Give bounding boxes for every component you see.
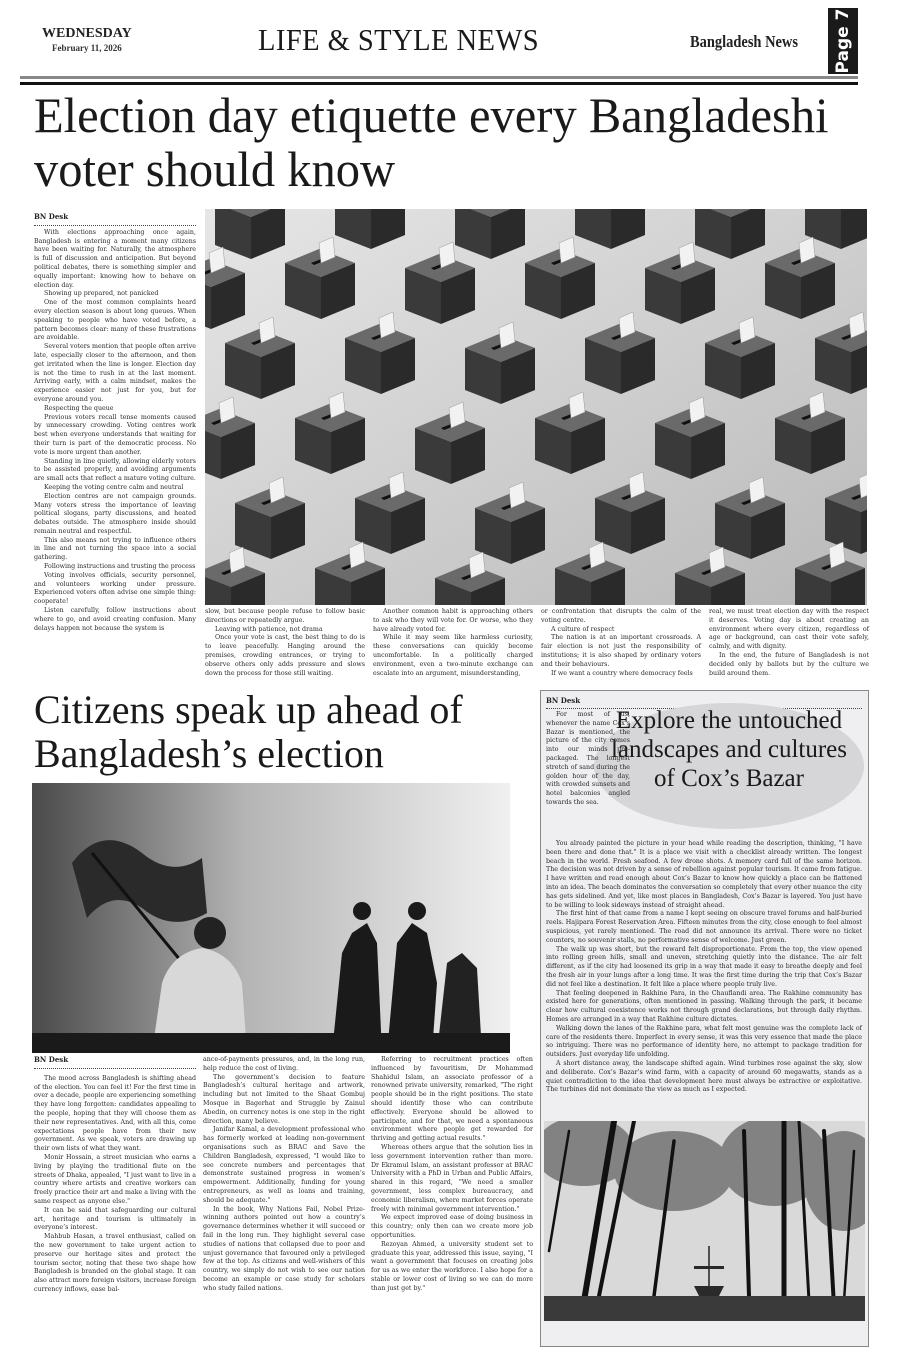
article1-col2 <box>205 608 365 678</box>
paragraph: Several voters mention that people often arrive late, especially closer to the afternoon, and then get irritated when the line is longer. Election day is not the time to rush in at the last moment. Arriving early, with a calm mindset, makes the experience easier not just for you, but for everyone around you. <box>34 343 196 403</box>
subhead: Leaving with patience, not drama <box>215 625 323 633</box>
paragraph: slow, but because people refuse to follow basic directions or repeatedly argue. <box>205 608 365 624</box>
masthead-rule-grey <box>20 76 858 79</box>
paragraph: The government’s decision to feature Bangladesh’s cultural heritage and artwork, including but not limited to the Shaat Gombuj Mosque in Bagerhat and Struggle by Zainul Abedin, on currency notes is one step in the right direction, many believe. <box>203 1073 365 1125</box>
article1-col5 <box>709 608 869 678</box>
paragraph: Monir Hossain, a street musician who earns a living by playing the traditional flute on the streets of Dhaka, appealed, "I just want to live in a country where artists and creative workers can freely practice their art and make a living with the same respect as anyone else." <box>34 1153 196 1205</box>
article1-col4 <box>541 608 701 678</box>
paragraph: Standing in line quietly, allowing elderly voters to be assisted properly, and avoiding arguments are small acts that reflect a mature voting culture. <box>34 457 196 483</box>
paragraph: If we want a country where democracy feels <box>551 669 693 677</box>
paragraph: For most of us, whenever the name Cox’s Bazar is mentioned, the picture of the city comes into our minds pre-packaged. The longest stretch of sand during the golden hour of the day, with crowded sunsets and hotel balconies angled towards the sea. <box>546 711 630 806</box>
article3-headline: Explore the untouched landscapes and cultures of Cox’s Bazar <box>610 707 848 792</box>
paragraph: This also means not trying to influence others in line and not turning the space into a social gathering. <box>34 536 196 562</box>
paragraph: Rezoyan Ahmed, a university student set to graduate this year, addressed this issue, saying, "I want a government that focuses on creating jobs for us as we enter the workforce. I also hope for a stable or lower cost of living so we can do more than just get by." <box>371 1240 533 1292</box>
paragraph: or confrontation that disrupts the calm of the voting centre. <box>541 608 701 624</box>
paragraph: That feeling deepened in Rakhine Para, in the Chauflandi area. The Rakhine community has existed here for generations, often mentioned in passing. Walking through the park, it became clear how cultural coexistence works not through grand declarations, but through daily rhythm. Homes are arranged in a way that Rakhine culture dictates. <box>546 989 862 1023</box>
article2-col1 <box>34 1056 196 1295</box>
paragraph: In the end, the future of Bangladesh is not decided only by ballots but by the culture we build around them. <box>709 651 869 677</box>
paragraph: With elections approaching once again, Bangladesh is entering a moment many citizens have been waiting for. Naturally, the atmosphere is full of discussion and anticipation. But beyond political debates, there is something simpler and equally important: knowing how to behave on election day. <box>34 228 196 289</box>
paragraph: ance-of-payments pressures, and, in the long run, help reduce the cost of living. <box>203 1056 365 1072</box>
subhead: Showing up prepared, not panicked <box>44 290 159 298</box>
paragraph: The nation is at an important crossroads. A fair election is not just the responsibility of institutions; it is also shaped by ordinary voters and their behaviours. <box>541 634 701 668</box>
paragraph: While it may seem like harmless curiosity, these conversations can quickly become uncomfortable. In a politically charged environment, even a two-minute exchange can escalate into an argument, misunderstanding, <box>373 634 533 677</box>
paragraph: Janifar Kamal, a development professional who has formerly worked at leading non-government organisations such as BRAC and Save the Children Bangladesh, expressed, "I would like to see concrete numbers and percentages that demonstrate sustained progress in women’s empowerment. Additionally, funding for young entrepreneurs, as well as loans and training, should be adequate." <box>203 1126 365 1204</box>
paragraph: We expect improved ease of doing business in this country; only then can we create more job opportunities. <box>371 1214 533 1239</box>
article1-byline: BN Desk <box>34 213 196 226</box>
paragraph: The walk up was short, but the reward felt disproportionate. From the top, the view opened into rolling green hills, small and uneven, stretching quietly into the distance. The air felt different, as if the city had loosened its grip in a way that made it easy to breathe deeply and feel the fresh air in your lungs after a long time. It was the first time during the trip that Cox’s Bazar did not feel like a destination. It felt like a place where people truly live. <box>546 945 862 988</box>
article1-headline: Election day etiquette every Bangladeshi voter should know <box>34 87 829 197</box>
article2-col3 <box>371 1056 533 1294</box>
paragraph: Voting involves officials, security personnel, and volunteers working under pressure. Experienced voters often advise one simple thing: cooperate! <box>34 571 196 606</box>
subhead: Following instructions and trusting the process <box>44 563 196 571</box>
page-label: Page 7 <box>833 8 853 74</box>
paragraph: In the book, Why Nations Fail, Nobel Prize-winning authors pointed out how a country’s governance determines whether it will succeed or fail in the long run. They highlight several case studies of nations that collapsed due to poor and unjust governance that favoured only a privileged few at the top. As citizens and well-wishers of this country, we simply do not wish to see our nation become an example or case study for scholars who study failed nations. <box>203 1205 365 1292</box>
paragraph: Referring to recruitment practices often influenced by favouritism, Dr Mohammad Shahidul Islam, an associate professor of a renowned private university, remarked, "The right people should be in the right positions. The state should identify those who can contribute effectively. Everyone should be allowed to participate, and for that, we need a spontaneous environment where people get rewarded for thriving and getting actual results." <box>371 1056 533 1143</box>
paragraph: Another common habit is approaching others to ask who they will vote for. Or worse, who they have already voted for. <box>373 608 533 633</box>
beach-boat-image <box>544 1121 865 1321</box>
paragraph: One of the most common complaints heard every election season is about long queues. When speaking to people who have voted before, a pattern becomes clear: many of these frustrations are avoidable. <box>34 299 196 342</box>
paragraph: A short distance away, the landscape shifted again. Wind turbines rose against the sky, slow and deliberate. Cox’s Bazar’s wind farm, with a capacity of around 60 megawatts, stands as a quiet contradiction to the idea that development here must always be extractive or exploitative. The turbines did not dominate the view as much as I expected. <box>546 1059 862 1094</box>
paragraph: Whereas others argue that the solution lies in less government intervention rather than more. Dr Ekramul Islam, an assistant professor at BRAC University with a PhD in Urban and Public Affairs, shared in this regard, "We need a smaller government, less complex bureaucracy, and economic liberalism, where market forces operate freely with minimal government intervention." <box>371 1143 533 1213</box>
page-number-tab <box>828 8 858 74</box>
paragraph: It can be said that safeguarding our cultural art, heritage and tourism is ultimately in everyone’s interest. <box>34 1206 196 1232</box>
paragraph: Once your vote is cast, the best thing to do is to leave peacefully. Hanging around the premises, crowding entrances, or trying to observe others only adds pressure and slows down the process for those still waiting. <box>205 634 365 677</box>
article2-headline: Citizens speak up ahead of Bangladesh’s election <box>34 687 463 776</box>
ballot-boxes-illustration <box>205 209 867 605</box>
paragraph: You already painted the picture in your head while reading the description, thinking, "I have been there and done that." It is a place we visit with a checklist already written. The longest beach in the world. Fresh seafood. A few drone shots. A memory card full of the same horizon. The decision was not driven by a sense of rebellion against popular tourism. It came from fatigue. I have written and read enough about Cox’s Bazar to know how quickly a place can be flattened into an idea. The beach dominates the conversation so completely that every other nuance the city has gets sidelined. And yet, like most places in Bangladesh, Cox’s Bazar is layered. You just have to be willing to look sideways instead of straight ahead. <box>546 840 862 909</box>
paragraph: Election centres are not campaign grounds. Many voters stress the importance of leaving political slogans, party discussions, and heated debates outside. The atmosphere inside should remain neutral and respectful. <box>34 492 196 535</box>
subhead: A culture of respect <box>551 625 615 633</box>
paragraph: Listen carefully, follow instructions about where to go, and avoid creating confusion. Many delays happen not because the system is <box>34 607 196 632</box>
paragraph: The first hint of that came from a name I kept seeing on obscure travel forums and half-buried reels. Hajipara Forest Reservation Area. Fifteen minutes from the city, close enough to feel almost suspicious, yet rarely mentioned. The road did not announce its arrival. There were no ticket counters, no souvenir stalls, no performative sense of welcome. Just green. <box>546 910 862 944</box>
paragraph: The mood across Bangladesh is shifting ahead of the election. You can feel it! For the first time in over a decade, people are experiencing something they have long forgotten: candidates appealing to the people, hoping that they will choose them as their new representatives. And, with all this, come expectations people have from their new government. As we speak, voters are drawing up their own lists of what they want. <box>34 1074 196 1153</box>
masthead-date: February 11, 2026 <box>52 43 122 53</box>
brand-name: Bangladesh News <box>690 32 799 51</box>
article3-byline: BN Desk <box>546 697 862 709</box>
masthead-rule-black <box>20 82 858 85</box>
subhead: Respecting the queue <box>44 404 114 412</box>
ballot-boxes-image <box>205 209 867 605</box>
article2-byline: BN Desk <box>34 1056 196 1069</box>
flag-monument-illustration <box>32 783 510 1053</box>
masthead-day: WEDNESDAY <box>42 26 132 41</box>
article1-bottom-columns <box>205 608 869 683</box>
article1-col1 <box>34 213 196 633</box>
article1-col3 <box>373 608 533 678</box>
flag-monument-image <box>32 783 510 1053</box>
article3-body <box>546 840 862 1095</box>
article3-intro <box>546 711 630 808</box>
subhead: Keeping the voting centre calm and neutral <box>44 483 184 491</box>
article2-col2 <box>203 1056 365 1294</box>
paragraph: Walking down the lanes of the Rakhine para, what felt most genuine was the complete lack of care of the residents there. Imperfect in every sense, it was this very essence that made the place so intriguing. There was no performance of identity here, no attempt to package tradition for outsiders. Just everyday life unfolding. <box>546 1024 862 1059</box>
beach-trees-illustration <box>544 1121 865 1321</box>
paragraph: real, we must treat election day with the respect it deserves. Voting day is about creating an environment where every citizen, regardless of age or background, can cast their vote safely, calmly, and with dignity. <box>709 608 869 651</box>
section-title: LIFE & STYLE NEWS <box>258 22 540 57</box>
paragraph: Previous voters recall tense moments caused by unnecessary crowding. Voting centres work best when everyone understands that waiting for their turn is part of the democratic process. No vote is more urgent than another. <box>34 413 196 456</box>
paragraph: Mahbub Hasan, a travel enthusiast, called on the new government to take urgent action to preserve our heritage sites and protect the tourism sector, noting that these two shape how Bangladesh is branded on the global stage. It can also attract more foreign visitors, increase foreign currency inflows, ease bal- <box>34 1233 196 1293</box>
